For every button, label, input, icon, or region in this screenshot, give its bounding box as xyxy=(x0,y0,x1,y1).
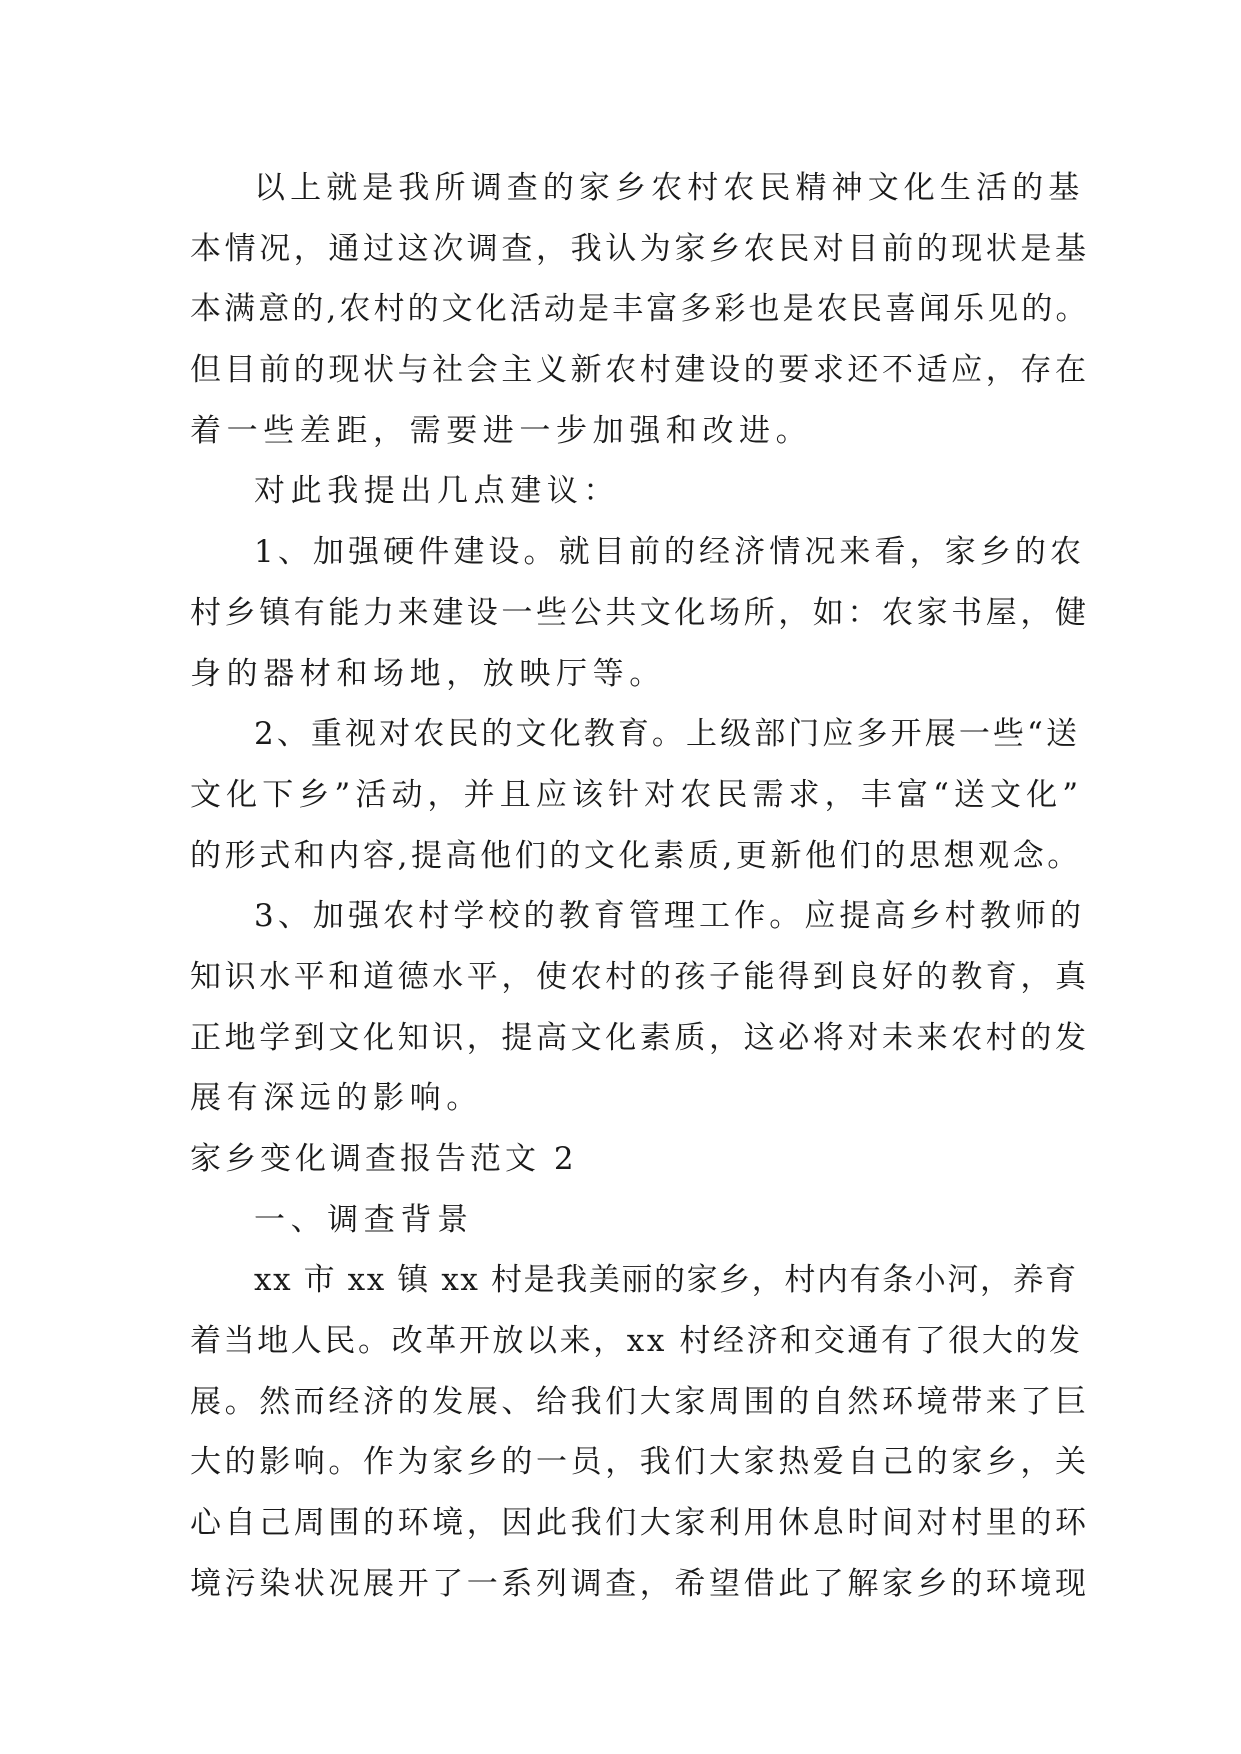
text-line: 知识水平和道德水平，使农村的孩子能得到良好的教育，真 xyxy=(190,958,1090,995)
document-body xyxy=(190,158,1090,1615)
text-line: xx 市 xx 镇 xx 村是我美丽的家乡，村内有条小河，养育 xyxy=(254,1262,1078,1299)
text-line: 村乡镇有能力来建设一些公共文化场所，如：农家书屋，健 xyxy=(190,594,1090,631)
text-line: 的形式和内容,提高他们的文化素质,更新他们的思想观念。 xyxy=(190,837,1082,874)
text-line: 展有深远的影响。 xyxy=(190,1080,483,1117)
text-line: 对此我提出几点建议： xyxy=(254,473,620,510)
subsection-heading: 一、调查背景 xyxy=(254,1201,474,1238)
text-line: 1、加强硬件建设。就目前的经济情况来看，家乡的农 xyxy=(254,534,1086,571)
text-line: 着一些差距，需要进一步加强和改进。 xyxy=(190,412,813,449)
text-line: 以上就是我所调查的家乡农村农民精神文化生活的基 xyxy=(254,170,1085,206)
text-line: 境污染状况展开了一系列调查，希望借此了解家乡的环境现 xyxy=(190,1565,1090,1602)
text-line: 本情况，通过这次调查，我认为家乡农民对目前的现状是基 xyxy=(190,230,1090,267)
text-line: 着当地人民。改革开放以来，xx 村经济和交通有了很大的发 xyxy=(190,1323,1083,1360)
text-line: 2、重视对农民的文化教育。上级部门应多开展一些“送 xyxy=(254,716,1081,753)
text-line: 文化下乡”活动，并且应该针对农民需求，丰富“送文化” xyxy=(190,776,1084,813)
text-line: 展。然而经济的发展、给我们大家周围的自然环境带来了巨 xyxy=(190,1383,1090,1420)
text-line: 大的影响。作为家乡的一员，我们大家热爱自己的家乡，关 xyxy=(190,1444,1090,1481)
text-line: 3、加强农村学校的教育管理工作。应提高乡村教师的 xyxy=(254,898,1086,935)
section-heading: 家乡变化调查报告范文 2 xyxy=(190,1141,578,1177)
text-line: 正地学到文化知识，提高文化素质，这必将对未来农村的发 xyxy=(190,1019,1090,1056)
text-line: 心自己周围的环境，因此我们大家利用休息时间对村里的环 xyxy=(190,1505,1090,1542)
text-line: 身的器材和场地，放映厅等。 xyxy=(190,655,666,692)
text-line: 本满意的,农村的文化活动是丰富多彩也是农民喜闻乐见的。 xyxy=(190,291,1090,328)
text-line: 但目前的现状与社会主义新农村建设的要求还不适应，存在 xyxy=(190,352,1090,389)
